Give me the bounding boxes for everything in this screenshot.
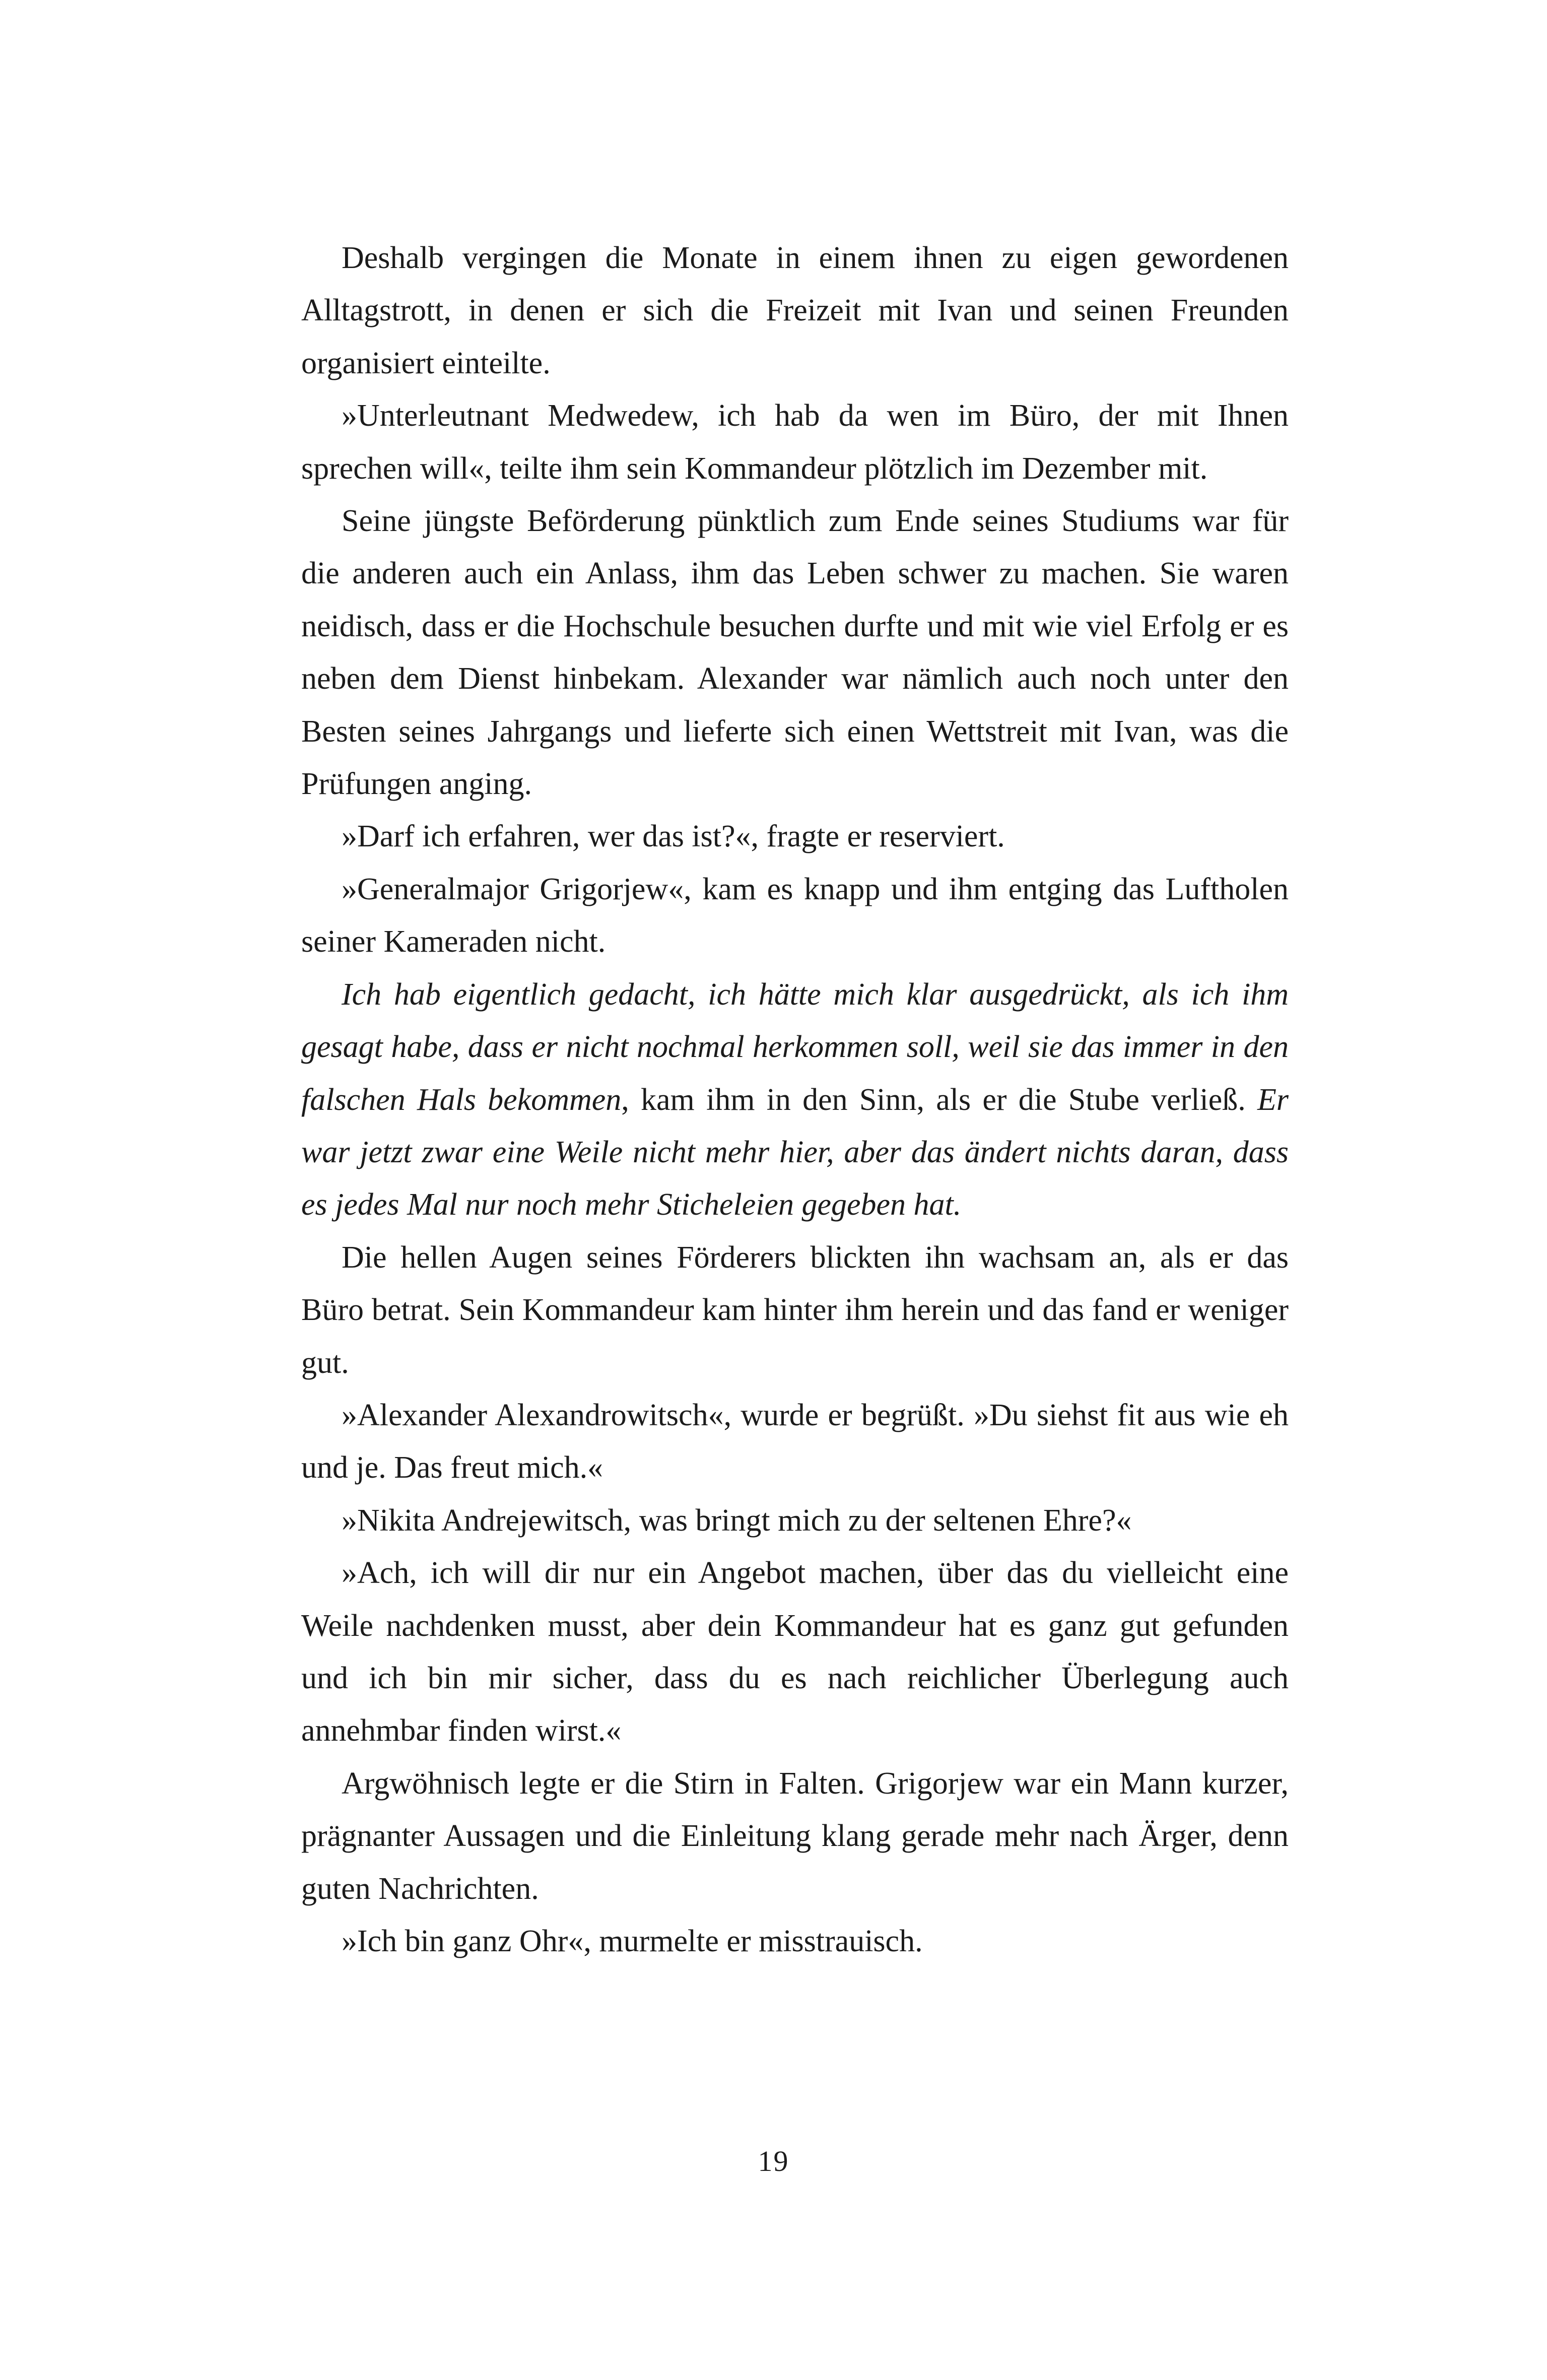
text-run: Seine jüngste Beförderung pünktlich zum Ende seines Studiums war für die anderen auch ein Anlass, ihm das Leben schwer zu machen. Sie waren neidisch, dass er die Hochschule besuchen durfte und mit wie viel Erfolg er es neben dem Dienst hinbekam. Alexander war nämlich auch noch unter den Besten seines Jahrgangs und lieferte sich einen Wettstreit mit Ivan, was die Prüfungen anging.: [301, 504, 1289, 802]
page-number: 19: [758, 2145, 789, 2177]
text-run: Die hellen Augen seines Förderers blickten ihn wachsam an, als er das Büro betrat. Sein Kommandeur kam hinter ihm herein und das fand er weniger gut.: [301, 1240, 1289, 1380]
text-run: , kam ihm in den Sinn, als er die Stube verließ.: [621, 1082, 1257, 1117]
paragraph: [301, 495, 1289, 810]
text-run: Argwöhnisch legte er die Stirn in Falten. Grigorjew war ein Mann kurzer, prägnanter Aussagen und die Einleitung klang gerade mehr nach Ärger, denn guten Nachrichten.: [301, 1766, 1289, 1906]
text-run: »Darf ich erfahren, wer das ist?«, fragte er reserviert.: [342, 819, 1005, 854]
paragraph: [301, 968, 1289, 1231]
paragraph: [301, 1494, 1289, 1547]
text-run: »Ach, ich will dir nur ein Angebot machen, über das du vielleicht eine Weile nachdenken musst, aber dein Kommandeur hat es ganz gut gefunden und ich bin mir sicher, dass du es nach reichlicher Überlegung auch annehmbar finden wirst.«: [301, 1556, 1289, 1748]
text-run: Deshalb vergingen die Monate in einem ihnen zu eigen gewordenen Alltagstrott, in denen er sich die Freizeit mit Ivan und seinen Freunden organisiert einteilte.: [301, 241, 1289, 380]
text-run: »Unterleutnant Medwedew, ich hab da wen im Büro, der mit Ihnen sprechen will«, teilte ihm sein Kommandeur plötzlich im Dezember mit.: [301, 399, 1289, 486]
paragraph: [301, 1915, 1289, 1967]
text-run: »Generalmajor Grigorjew«, kam es knapp und ihm entging das Luftholen seiner Kameraden nicht.: [301, 872, 1289, 959]
paragraph: [301, 232, 1289, 389]
text-run: »Alexander Alexandrowitsch«, wurde er begrüßt. »Du siehst fit aus wie eh und je. Das freut mich.«: [301, 1398, 1289, 1485]
body-text: [301, 232, 1289, 1967]
paragraph: [301, 1547, 1289, 1757]
italic-text: Ich hab eigentlich gedacht, ich hätte mich klar ausgedrückt, als ich ihm gesagt habe, dass er nicht nochmal herkommen soll, weil sie das immer in den falschen Hals bekommen: [301, 977, 1289, 1117]
italic-text: Er war jetzt zwar eine Weile nicht mehr hier, aber das ändert nichts daran, dass es jedes Mal nur noch mehr Sticheleien gegeben hat.: [301, 1082, 1289, 1222]
paragraph: [301, 1231, 1289, 1389]
text-run: »Nikita Andrejewitsch, was bringt mich zu der seltenen Ehre?«: [342, 1503, 1132, 1538]
paragraph: [301, 1389, 1289, 1494]
paragraph: [301, 389, 1289, 495]
text-run: »Ich bin ganz Ohr«, murmelte er misstrauisch.: [342, 1924, 923, 1958]
paragraph: [301, 1757, 1289, 1915]
paragraph: [301, 810, 1289, 863]
paragraph: [301, 863, 1289, 968]
